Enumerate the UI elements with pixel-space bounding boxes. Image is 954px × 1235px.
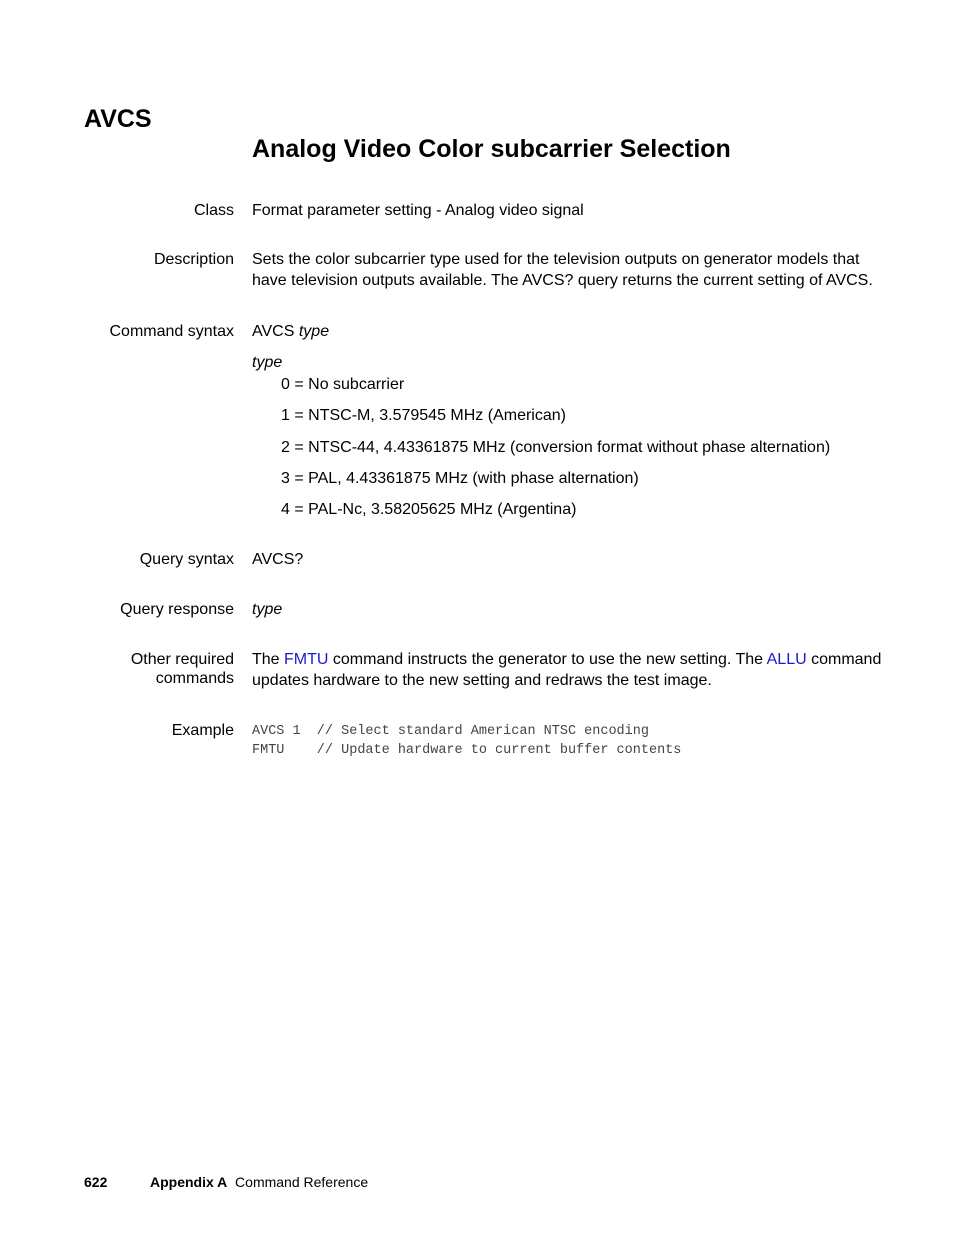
- footer-section: [150, 1174, 368, 1190]
- class-value: Format parameter setting - Analog video signal: [252, 202, 584, 219]
- param-option: 1 = NTSC-M, 3.579545 MHz (American): [281, 407, 566, 424]
- command-syntax-label: Command syntax: [109, 323, 234, 340]
- text-fragment: command: [806, 651, 882, 668]
- query-response-label: Query response: [120, 601, 234, 618]
- command-syntax-value: [252, 321, 882, 342]
- other-required-line: [252, 649, 882, 670]
- query-response-value: type: [252, 601, 283, 618]
- other-required-text: [252, 649, 882, 691]
- param-heading: type: [252, 354, 283, 371]
- param-option: 3 = PAL, 4.43361875 MHz (with phase alternation): [281, 470, 639, 487]
- example-code-line: FMTU // Update hardware to current buffer contents: [252, 743, 682, 758]
- param-option: 4 = PAL-Nc, 3.58205625 MHz (Argentina): [281, 501, 577, 518]
- command-title: Analog Video Color subcarrier Selection: [252, 135, 731, 163]
- query-syntax-label: Query syntax: [139, 551, 234, 568]
- text-fragment: The: [252, 651, 285, 668]
- param-option: 2 = NTSC-44, 4.43361875 MHz (conversion format without phase alternation): [281, 439, 831, 456]
- description-line: Sets the color subcarrier type used for the television outputs on generator models that: [252, 251, 860, 268]
- text-fragment: command instructs the generator to use the new setting. The: [328, 651, 767, 668]
- description-line: have television outputs available. The AVCS? query returns the current setting of AVCS.: [252, 272, 873, 289]
- class-label: Class: [193, 202, 234, 219]
- command-name: AVCS: [84, 105, 152, 133]
- command-param: type: [298, 323, 330, 340]
- fmtu-link[interactable]: FMTU: [284, 651, 329, 668]
- allu-link[interactable]: ALLU: [766, 651, 807, 668]
- other-required-label-line: commands: [155, 670, 234, 687]
- footer-appendix: Appendix A: [150, 1174, 228, 1190]
- other-required-label-line: Other required: [130, 651, 234, 668]
- example-code-line: AVCS 1 // Select standard American NTSC encoding: [252, 724, 649, 739]
- other-required-line: updates hardware to the new setting and redraws the test image.: [252, 672, 712, 689]
- description-text: [252, 249, 882, 291]
- page-number: 622: [84, 1174, 108, 1190]
- query-syntax-value: AVCS?: [252, 551, 304, 568]
- example-label: Example: [171, 722, 234, 739]
- description-label: Description: [153, 251, 234, 268]
- footer-section-title: Command Reference: [235, 1174, 369, 1190]
- command-keyword: AVCS: [252, 323, 295, 340]
- other-required-label: [34, 650, 234, 688]
- param-option: 0 = No subcarrier: [281, 376, 405, 393]
